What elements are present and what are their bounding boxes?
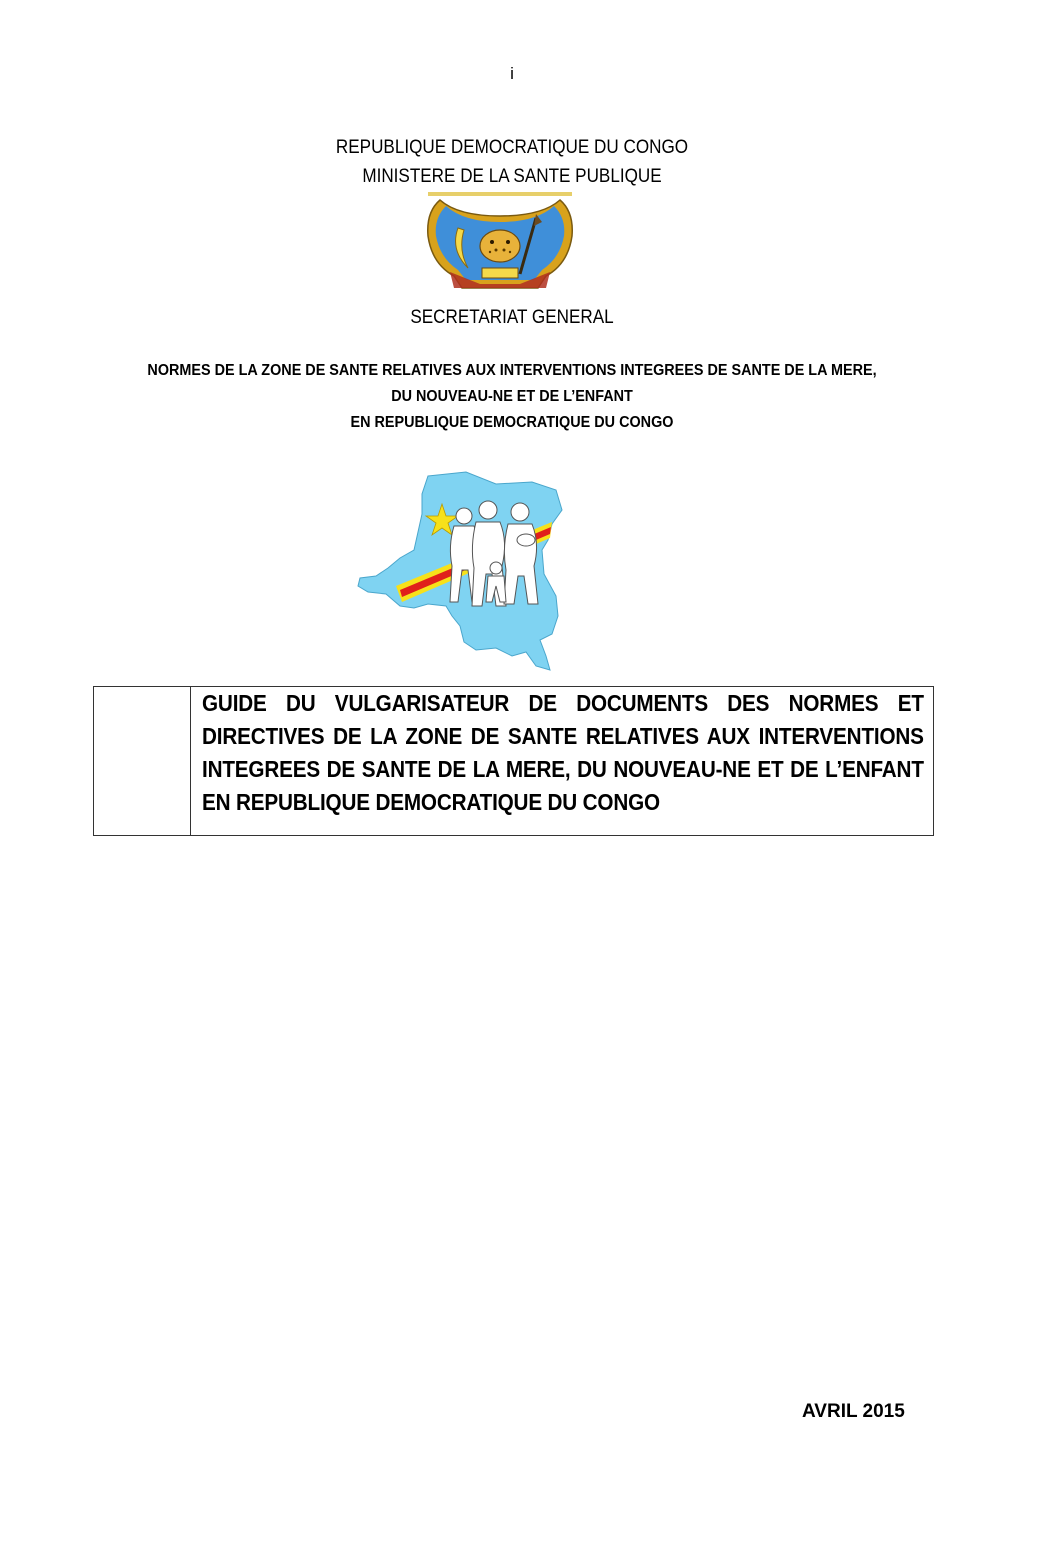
guide-title-cell	[202, 687, 924, 819]
guide-title: GUIDE DU VULGARISATEUR DE DOCUMENTS DES NORMES ET DIRECTIVES DE LA ZONE DE SANTE RELATIVES AUX INTERVENTIONS INTEGREES DE SANTE DE LA MERE, DU NOUVEAU-NE ET DE L’ENFANT EN REPUBLIQUE DEMOCRATIQUE DU CONGO	[202, 690, 924, 815]
secretariat-label: SECRETARIAT GENERAL	[410, 307, 614, 328]
guide-title-box	[93, 686, 934, 836]
norms-title-line-3: EN REPUBLIQUE DEMOCRATIQUE DU CONGO	[350, 414, 674, 431]
page-number: i	[510, 64, 514, 83]
ministry-name: MINISTERE DE LA SANTE PUBLIQUE	[362, 166, 662, 187]
guide-box-left-cell	[94, 687, 191, 835]
coat-of-arms-icon	[424, 192, 576, 296]
country-name: REPUBLIQUE DEMOCRATIQUE DU CONGO	[335, 137, 689, 158]
norms-title-line-1: NORMES DE LA ZONE DE SANTE RELATIVES AUX INTERVENTIONS INTEGREES DE SANTE DE LA MERE,	[147, 362, 877, 379]
publication-date: AVRIL 2015	[802, 1401, 905, 1422]
drc-map-family-icon	[356, 466, 578, 674]
norms-title-line-2: DU NOUVEAU-NE ET DE L’ENFANT	[391, 388, 633, 405]
